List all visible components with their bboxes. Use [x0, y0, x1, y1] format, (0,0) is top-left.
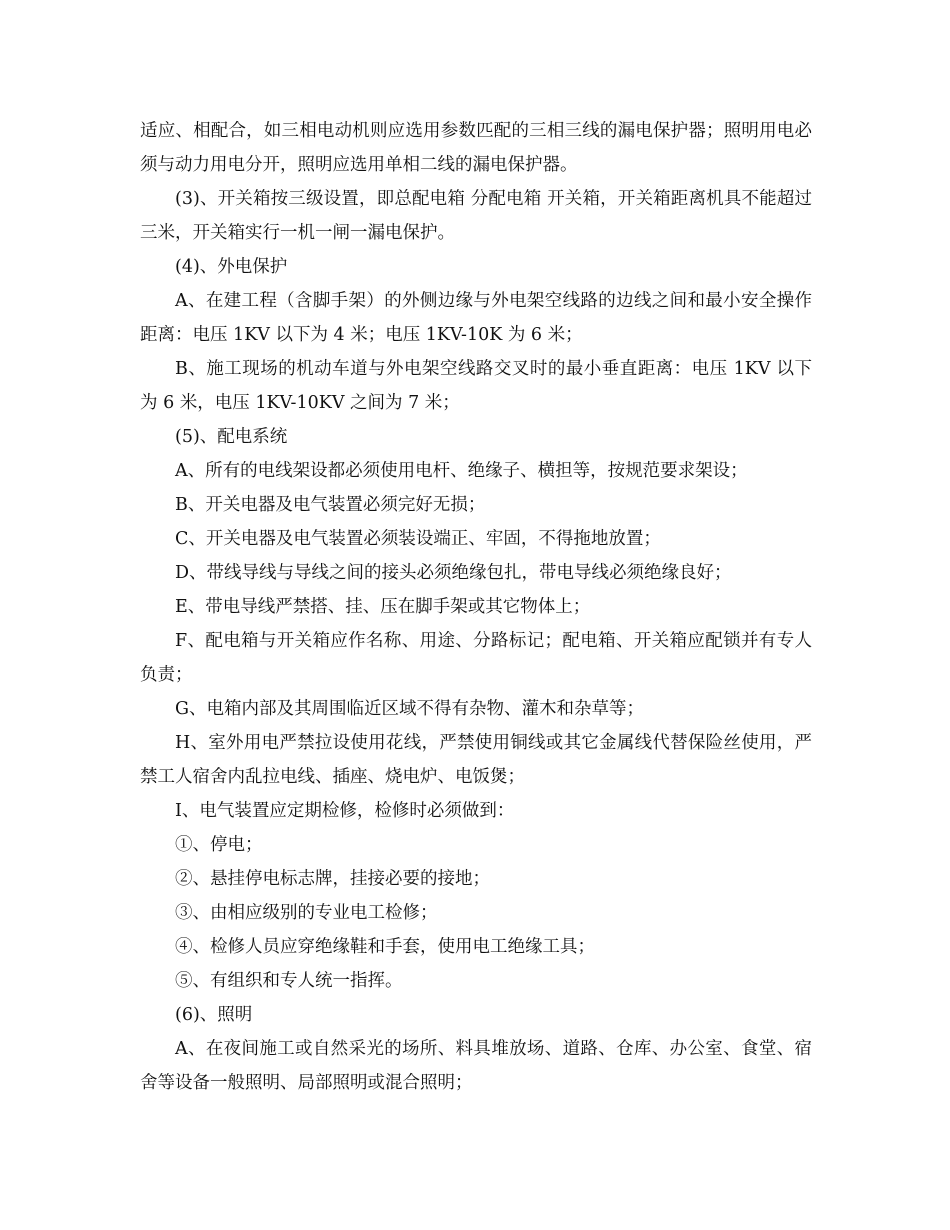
list-item-d: D、带线导线与导线之间的接头必须绝缘包扎，带电导线必须绝缘良好；	[175, 563, 732, 583]
list-item-f: F、配电箱与开关箱应作名称、用途、分路标记；配电箱、开关箱应配锁并有专人负责；	[140, 631, 812, 685]
sub-item-2: ②、悬挂停电标志牌，挂接必要的接地；	[175, 869, 490, 889]
paragraph-switchbox-levels: (3)、开关箱按三级设置，即总配电箱 分配电箱 开关箱，开关箱距离机具不能超过三米，开关箱实行一机一闸一漏电保护。	[140, 189, 812, 243]
list-item-lighting-a: A、在夜间施工或自然采光的场所、料具堆放场、道路、仓库、办公室、食堂、宿舍等设备一般照明、局部照明或混合照明；	[140, 1039, 812, 1093]
list-item-e: E、带电导线严禁搭、挂、压在脚手架或其它物体上；	[175, 597, 591, 617]
list-item-g: G、电箱内部及其周围临近区域不得有杂物、灌木和杂草等；	[175, 699, 644, 719]
paragraph-safety-distance: A、在建工程（含脚手架）的外侧边缘与外电架空线路的边线之间和最小安全操作距离：电压 1KV 以下为 4 米；电压 1KV-10K 为 6 米；	[140, 291, 812, 345]
sub-item-1: ①、停电；	[175, 835, 263, 855]
list-item-i: I、电气装置应定期检修，检修时必须做到：	[175, 801, 515, 821]
section-heading-external-power: (4)、外电保护	[175, 257, 288, 277]
list-item-b: B、开关电器及电气装置必须完好无损；	[175, 495, 486, 515]
sub-item-4: ④、检修人员应穿绝缘鞋和手套，使用电工绝缘工具；	[175, 937, 595, 957]
paragraph-vertical-distance: B、施工现场的机动车道与外电架空线路交叉时的最小垂直距离：电压 1KV 以下为 6 米，电压 1KV-10KV 之间为 7 米；	[140, 359, 812, 413]
list-item-c: C、开关电器及电气装置必须装设端正、牢固，不得拖地放置；	[175, 529, 661, 549]
list-item-h: H、室外用电严禁拉设使用花线，严禁使用铜线或其它金属线代替保险丝使用，严禁工人宿舍内乱拉电线、插座、烧电炉、电饭煲；	[140, 733, 812, 787]
sub-item-5: ⑤、有组织和专人统一指挥。	[175, 971, 403, 991]
list-item-a: A、所有的电线架设都必须使用电杆、绝缘子、横担等，按规范要求架设；	[175, 461, 748, 481]
sub-item-3: ③、由相应级别的专业电工检修；	[175, 903, 438, 923]
document-body	[140, 114, 812, 1100]
paragraph-continuation: 适应、相配合，如三相电动机则应选用参数匹配的三相三线的漏电保护器；照明用电必须与动力用电分开，照明应选用单相二线的漏电保护器。	[140, 121, 812, 175]
section-heading-lighting: (6)、照明	[175, 1005, 253, 1025]
section-heading-distribution-system: (5)、配电系统	[175, 427, 288, 447]
